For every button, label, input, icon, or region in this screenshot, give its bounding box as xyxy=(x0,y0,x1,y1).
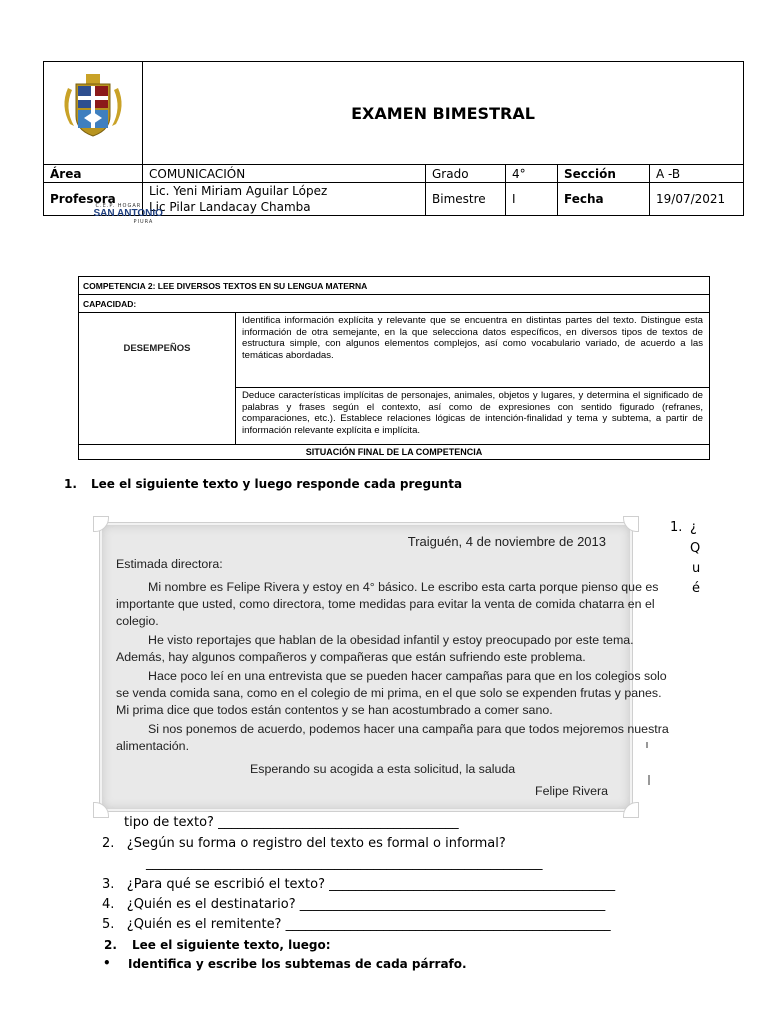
seccion-label: Sección xyxy=(558,165,650,183)
bimestre-label: Bimestre xyxy=(426,183,506,216)
area-label: Área xyxy=(44,165,143,183)
letter-corner xyxy=(93,516,109,532)
letter-corner xyxy=(623,802,639,818)
grado-label: Grado xyxy=(426,165,506,183)
letter-corner xyxy=(623,516,639,532)
logo-subtitle: C.E.P. HOGAR xyxy=(95,202,142,209)
letter-corner xyxy=(93,802,109,818)
q1-char: Q xyxy=(690,541,701,556)
desempeno-2: Deduce características implícitas de personajes, animales, objetos y lugares, y determina el significado de palabras y frases según el contexto, así como de expresiones con sentido figurado (refranes, comparaciones, etc.). Establece relaciones lógicas de intención-finalidad y tema y subtema, a partir de información relevante explícita e implícita. xyxy=(236,388,710,445)
q2-answer-line: _____________________________________________________________ xyxy=(146,856,543,871)
letter-line: alimentación. xyxy=(116,739,190,753)
letter-line: He visto reportajes que hablan de la obesidad infantil y estoy preocupado por este tema. xyxy=(148,633,634,647)
letter-line: Mi nombre es Felipe Rivera y estoy en 4° básico. Le escribo esta carta porque pienso que es xyxy=(148,580,659,594)
exam-title: EXAMEN BIMESTRAL xyxy=(143,62,744,165)
q1-continuation: tipo de texto? _____________________________________ xyxy=(124,815,459,830)
letter-line: colegio. xyxy=(116,614,159,628)
q1-char: é xyxy=(692,581,700,596)
grado-value: 4° xyxy=(506,165,558,183)
section1-heading: Lee el siguiente texto y luego responde cada pregunta xyxy=(91,477,463,491)
q1-char: u xyxy=(692,561,701,576)
profesora-name-1: Lic. Yeni Miriam Aguilar López xyxy=(149,184,328,198)
letter-line: Mi prima dice que todos están contentos y se han acostumbrado a comer sano. xyxy=(116,703,553,717)
letter-line: Hace poco leí en una entrevista que se pueden hacer campañas para que en los colegios solo xyxy=(148,669,667,683)
q2-text: 2. ¿Según su forma o registro del texto es formal o informal? xyxy=(102,836,506,851)
section1-number: 1. xyxy=(64,477,77,491)
letter-line: importante que usted, como directora, tome medidas para evitar la venta de comida chatarra en el xyxy=(116,597,655,611)
letter-line: Además, hay algunos compañeros y compañeras que están sufriendo este problema. xyxy=(116,650,586,664)
bimestre-value: I xyxy=(506,183,558,216)
bullet-icon: • xyxy=(103,956,111,970)
q5-text: 5. ¿Quién es el remitente? __________________________________________________ xyxy=(102,917,611,932)
competencia-table xyxy=(78,276,710,460)
letter-closing: Esperando su acogida a esta solicitud, la saluda xyxy=(250,762,516,776)
section2-heading: Lee el siguiente texto, luego: xyxy=(132,938,331,952)
letter-greeting: Estimada directora: xyxy=(116,557,223,571)
fecha-value: 19/07/2021 xyxy=(650,183,744,216)
desempenos-label: DESEMPEÑOS xyxy=(79,313,236,445)
section2-number: 2. xyxy=(104,938,117,952)
competencia-title: COMPETENCIA 2: LEE DIVERSOS TEXTOS EN SU LENGUA MATERNA xyxy=(79,277,710,295)
letter-image xyxy=(100,523,669,811)
area-value: COMUNICACIÓN xyxy=(143,165,426,183)
letter-signature: Felipe Rivera xyxy=(535,784,608,798)
seccion-value: A -B xyxy=(650,165,744,183)
margin-mark xyxy=(648,775,650,785)
exam-header-table xyxy=(43,61,744,225)
letter-line: se venda comida sana, como en el colegio de mi prima, en el que solo se expenden frutas y panes. xyxy=(116,686,662,700)
margin-mark xyxy=(646,742,648,748)
q4-text: 4. ¿Quién es el destinatario? _______________________________________________ xyxy=(102,897,606,912)
fecha-label: Fecha xyxy=(558,183,650,216)
letter-date: Traiguén, 4 de noviembre de 2013 xyxy=(407,534,606,549)
capacidad-label: CAPACIDAD: xyxy=(79,295,710,313)
letter-line: Si nos ponemos de acuerdo, podemos hacer una campaña para que todos mejoremos nuestra xyxy=(148,722,669,736)
desempeno-1: Identifica información explícita y relevante que se encuentra en distintas partes del texto. Distingue esta información de otra semejante, en la que selecciona datos específicos, en diversos tipos de textos de estructura simple, con algunos elementos complejos, así como vocabulario variado, de acuerdo a las temáticas abordadas. xyxy=(236,313,710,388)
q3-text: 3. ¿Para qué se escribió el texto? ____________________________________________ xyxy=(102,877,616,892)
q1-char: ¿ xyxy=(690,520,697,535)
q1-number: 1. xyxy=(670,520,683,535)
logo-city: PIURA xyxy=(133,218,154,225)
section2-instruction: Identifica y escribe los subtemas de cada párrafo. xyxy=(128,957,467,971)
logo-name: SAN ANTONIO xyxy=(93,207,163,219)
situacion-final: SITUACIÓN FINAL DE LA COMPETENCIA xyxy=(79,445,710,460)
profesora-label: Profesora xyxy=(44,183,143,216)
school-crest-icon xyxy=(48,66,138,158)
profesora-name-2: Lic Pilar Landacay Chamba xyxy=(149,200,311,214)
